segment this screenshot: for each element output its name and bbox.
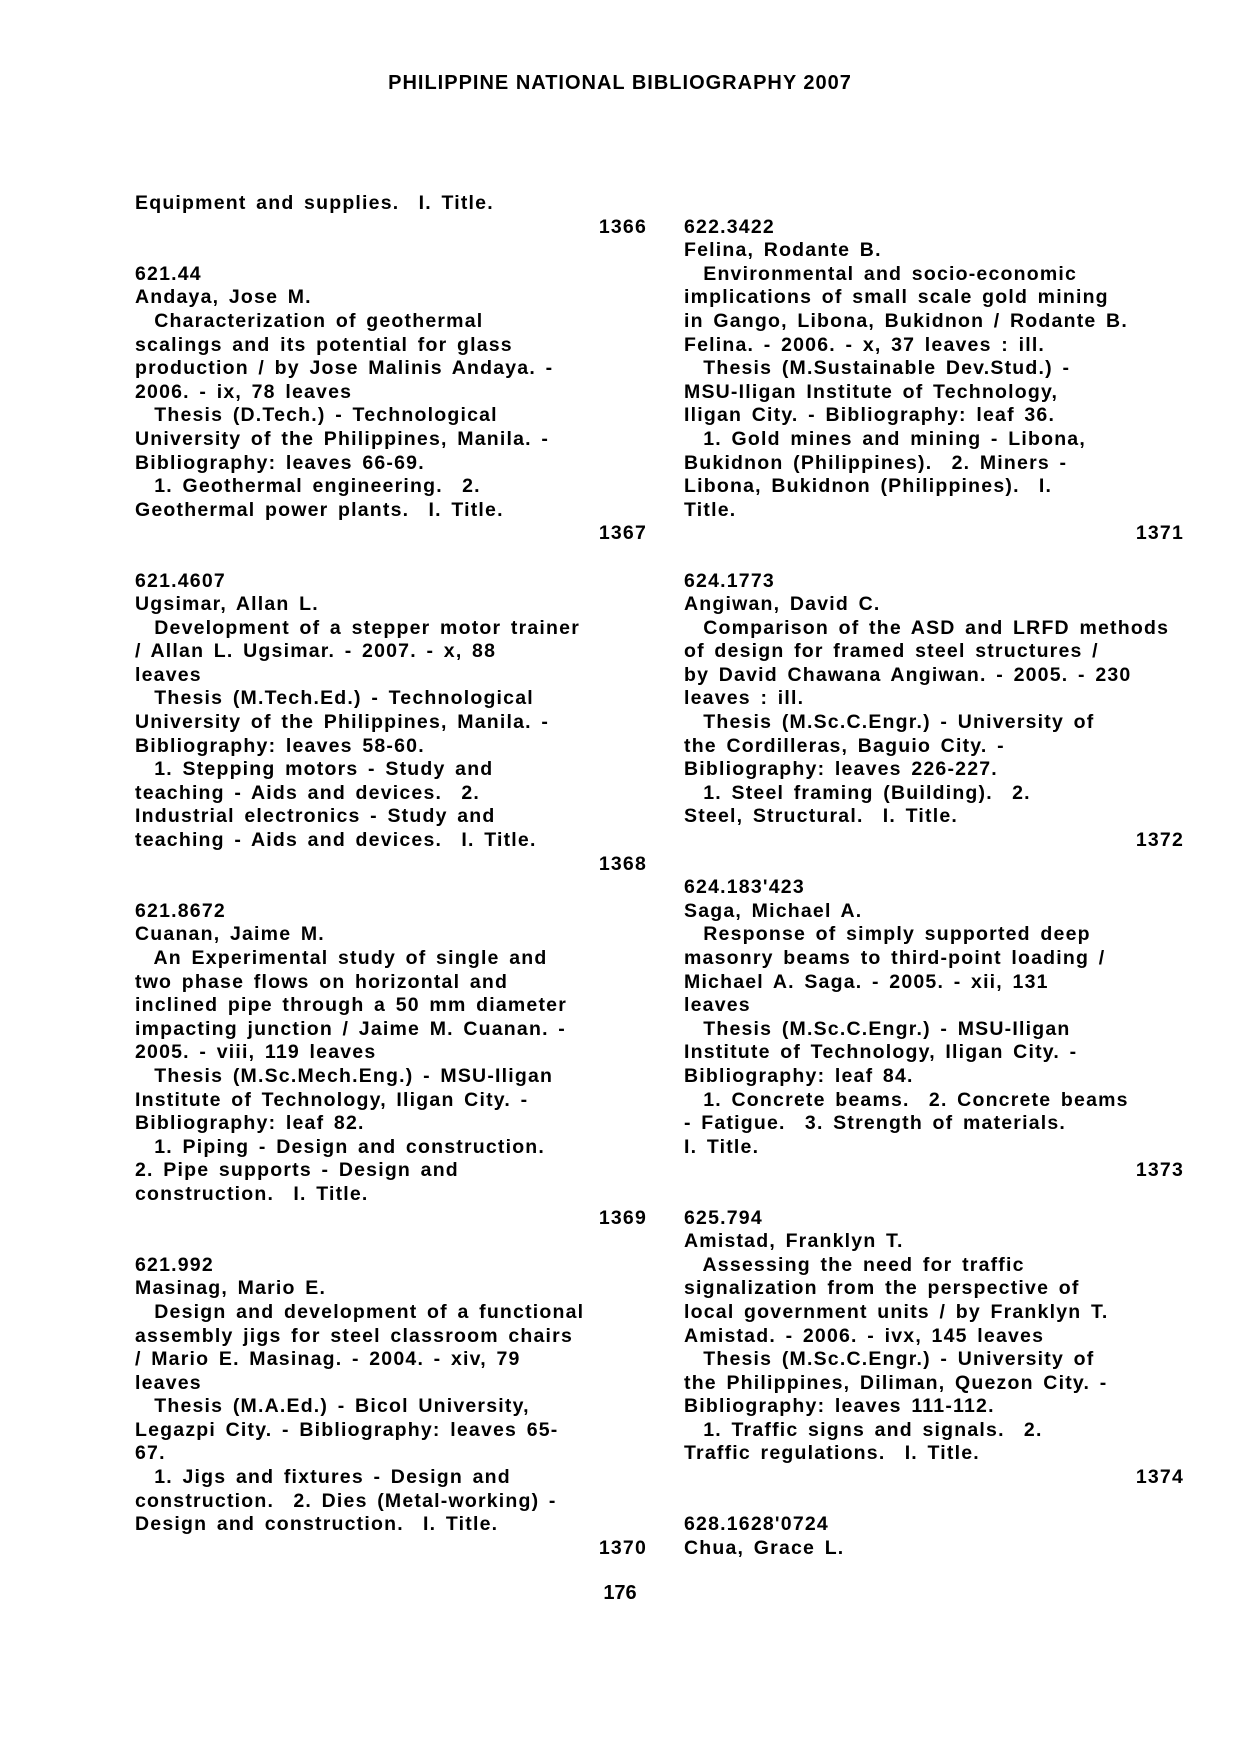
entry-text-line: Cuanan, Jaime M. xyxy=(135,923,325,946)
entry-text-line: 621.8672 xyxy=(135,899,226,922)
entry-text-line: inclined pipe through a 50 mm diameter xyxy=(135,994,568,1017)
entry-text-line: 621.44 xyxy=(135,262,202,285)
entry-text-line: Assessing the need for traffic xyxy=(684,1253,1025,1276)
entry-text-line: of design for framed steel structures / xyxy=(684,640,1099,663)
entry-text-line: masonry beams to third-point loading / xyxy=(684,947,1106,969)
entry-text-line: 622.3422 xyxy=(684,215,775,238)
entry-text-line: 624.183'423 xyxy=(684,876,805,899)
entry-text-line: 1. Concrete beams. 2. Concrete beams xyxy=(684,1088,1129,1111)
entry-text-line: teaching - Aids and devices. I. Title. xyxy=(135,829,537,852)
entry-text-line: Development of a stepper motor trainer xyxy=(135,616,580,639)
entry-text-line: 1. Piping - Design and construction. xyxy=(135,1135,546,1158)
entry-text-line: 1. Steel framing (Building). 2. xyxy=(684,781,1031,804)
entry-text-line: signalization from the perspective of xyxy=(684,1277,1080,1300)
blank-line xyxy=(684,1490,1184,1514)
blank-line xyxy=(135,546,647,570)
entry-text-line: 628.1628'0724 xyxy=(684,1513,829,1536)
entry-text-line: Thesis (M.Sc.C.Engr.) - MSU-Iligan xyxy=(684,1017,1071,1040)
entry-text-line: Bibliography: leaves 58-60. xyxy=(135,734,425,757)
entry-text-line: Iligan City. - Bibliography: leaf 36. xyxy=(684,404,1056,427)
entry-text-line: Legazpi City. - Bibliography: leaves 65- xyxy=(135,1418,559,1441)
entry-text-line: Institute of Technology, Iligan City. - xyxy=(684,1041,1078,1064)
entry-text-line: leaves xyxy=(135,663,202,686)
entry-text-line: Bibliography: leaves 66-69. xyxy=(135,451,425,474)
entry-text-line: Thesis (M.Sc.C.Engr.) - University of xyxy=(684,1348,1095,1371)
entry-text-line: Title. xyxy=(684,498,737,521)
entry-text-line: Chua, Grace L. xyxy=(684,1536,845,1559)
entry-text-line: Steel, Structural. I. Title. xyxy=(684,805,959,828)
entry-text-line: Thesis (M.Tech.Ed.) - Technological xyxy=(135,687,534,710)
page-title: PHILIPPINE NATIONAL BIBLIOGRAPHY 2007 xyxy=(388,72,852,94)
entry-text-line: 621.4607 xyxy=(135,569,226,592)
entry-text-line: Amistad, Franklyn T. xyxy=(684,1230,904,1253)
entry-text-line: Masinag, Mario E. xyxy=(135,1277,327,1300)
entry-text-line: Michael A. Saga. - 2005. - xii, 131 xyxy=(684,970,1049,993)
entry-text-line: Design and construction. I. Title. xyxy=(135,1513,499,1536)
entry-text-line: Thesis (M.Sc.C.Engr.) - University of xyxy=(684,711,1095,734)
entry-text-line: Bibliography: leaf 84. xyxy=(684,1064,914,1087)
blank-line xyxy=(135,1230,647,1254)
entry-text-line: 1. Gold mines and mining - Libona, xyxy=(684,427,1086,450)
entry-text-line: 1. Jigs and fixtures - Design and xyxy=(135,1466,511,1489)
entry-text-line: 67. xyxy=(135,1442,166,1465)
blank-line xyxy=(684,546,1184,570)
entry-text-line: Equipment and supplies. I. Title. xyxy=(135,192,494,214)
entry-text-line: 624.1773 xyxy=(684,569,775,592)
entry-text-line: Bibliography: leaves 226-227. xyxy=(684,758,998,781)
entry-text-line: I. Title. xyxy=(684,1135,760,1158)
entry-text-line: teaching - Aids and devices. 2. xyxy=(135,781,481,804)
entry-text-line: Angiwan, David C. xyxy=(684,593,881,616)
entry-text-line: Thesis (M.Sc.Mech.Eng.) - MSU-Iligan xyxy=(135,1064,554,1087)
entry-text-line: 1. Geothermal engineering. 2. xyxy=(135,475,481,498)
entry-text-line: implications of small scale gold mining xyxy=(684,286,1109,309)
entry-text-line: in Gango, Libona, Bukidnon / Rodante B. xyxy=(684,309,1128,332)
entry-number: 1366 xyxy=(598,215,647,238)
entry-text-line: 625.794 xyxy=(684,1206,763,1229)
entry-text-line: 1. Traffic signs and signals. 2. xyxy=(684,1418,1043,1441)
page-number: 176 xyxy=(603,1582,637,1604)
entry-number: 1374 xyxy=(1135,1466,1184,1489)
entry-text-line: - Fatigue. 3. Strength of materials. xyxy=(684,1112,1067,1135)
entry-text-line: impacting junction / Jaime M. Cuanan. - xyxy=(135,1017,567,1040)
entry-text-line: / Allan L. Ugsimar. - 2007. - x, 88 xyxy=(135,640,497,663)
entry-text-line: leaves : ill. xyxy=(684,687,805,710)
entry-text-line: 621.992 xyxy=(135,1253,214,1276)
entry-text-line: scalings and its potential for glass xyxy=(135,333,513,356)
entry-text-line: Institute of Technology, Iligan City. - xyxy=(135,1088,529,1111)
entry-number: 1372 xyxy=(1135,829,1184,852)
entry-text-line: 1. Stepping motors - Study and xyxy=(135,758,494,781)
entry-text-line: by David Chawana Angiwan. - 2005. - 230 xyxy=(684,663,1132,686)
entry-text-line: / Mario E. Masinag. - 2004. - xiv, 79 xyxy=(135,1348,521,1371)
entry-text-line: 2006. - ix, 78 leaves xyxy=(135,380,353,403)
entry-number: 1370 xyxy=(598,1536,647,1559)
entry-text-line: Thesis (M.A.Ed.) - Bicol University, xyxy=(135,1395,530,1418)
entry-number: 1373 xyxy=(1135,1159,1184,1182)
entry-text-line: the Philippines, Diliman, Quezon City. - xyxy=(684,1371,1108,1394)
blank-line xyxy=(684,853,1184,877)
blank-line xyxy=(135,876,647,900)
entry-text-line: 2005. - viii, 119 leaves xyxy=(135,1041,377,1064)
entry-number: 1367 xyxy=(598,522,647,545)
entry-text-line: local government units / by Franklyn T. xyxy=(684,1300,1109,1323)
entry-text-line: Andaya, Jose M. xyxy=(135,286,312,309)
entry-text-line: Bibliography: leaf 82. xyxy=(135,1112,365,1135)
entry-text-line: Amistad. - 2006. - ivx, 145 leaves xyxy=(684,1324,1045,1347)
entry-text-line: Libona, Bukidnon (Philippines). I. xyxy=(684,475,1053,498)
blank-line xyxy=(684,1183,1184,1207)
entry-text-line: MSU-Iligan Institute of Technology, xyxy=(684,380,1059,403)
entry-text-line: assembly jigs for steel classroom chairs xyxy=(135,1324,574,1347)
entry-number: 1368 xyxy=(598,852,647,875)
entry-text-line: University of the Philippines, Manila. - xyxy=(135,427,550,450)
entry-text-line: construction. 2. Dies (Metal-working) - xyxy=(135,1489,557,1512)
entry-text-line: Bukidnon (Philippines). 2. Miners - xyxy=(684,451,1068,474)
entry-text-line: Felina. - 2006. - x, 37 leaves : ill. xyxy=(684,333,1046,356)
entry-text-line: Bibliography: leaves 111-112. xyxy=(684,1395,995,1418)
entry-text-line: two phase flows on horizontal and xyxy=(135,970,509,993)
entry-text-line: Design and development of a functional xyxy=(135,1300,585,1323)
bibliography-column-right xyxy=(684,192,1184,1560)
bibliography-column-left xyxy=(135,192,647,1560)
entry-text-line: Geothermal power plants. I. Title. xyxy=(135,498,504,521)
entry-text-line: construction. I. Title. xyxy=(135,1182,369,1205)
entry-text-line: Characterization of geothermal xyxy=(135,309,484,332)
entry-text-line: Thesis (D.Tech.) - Technological xyxy=(135,404,498,427)
entry-text-line: Comparison of the ASD and LRFD methods xyxy=(684,616,1170,639)
entry-number: 1371 xyxy=(1135,522,1184,545)
blank-line xyxy=(135,239,647,263)
entry-text-line: Response of simply supported deep xyxy=(684,923,1091,946)
entry-text-line: production / by Jose Malinis Andaya. - xyxy=(135,357,554,380)
entry-text-line: Felina, Rodante B. xyxy=(684,239,882,262)
entry-text-line: Traffic regulations. I. Title. xyxy=(684,1442,980,1465)
entry-number: 1369 xyxy=(598,1206,647,1229)
entry-text-line: Industrial electronics - Study and xyxy=(135,805,496,828)
entry-text-line: the Cordilleras, Baguio City. - xyxy=(684,734,1005,757)
entry-text-line: 2. Pipe supports - Design and xyxy=(135,1159,459,1182)
entry-text-line: Ugsimar, Allan L. xyxy=(135,593,319,616)
entry-text-line: leaves xyxy=(135,1371,202,1394)
entry-text-line: Environmental and socio-economic xyxy=(684,262,1078,285)
entry-text-line: University of the Philippines, Manila. - xyxy=(135,711,550,734)
entry-text-line: Thesis (M.Sustainable Dev.Stud.) - xyxy=(684,357,1071,380)
entry-text-line: Saga, Michael A. xyxy=(684,899,863,922)
entry-text-line: An Experimental study of single and xyxy=(135,947,548,969)
blank-line xyxy=(684,192,1184,216)
entry-text-line: leaves xyxy=(684,994,751,1017)
